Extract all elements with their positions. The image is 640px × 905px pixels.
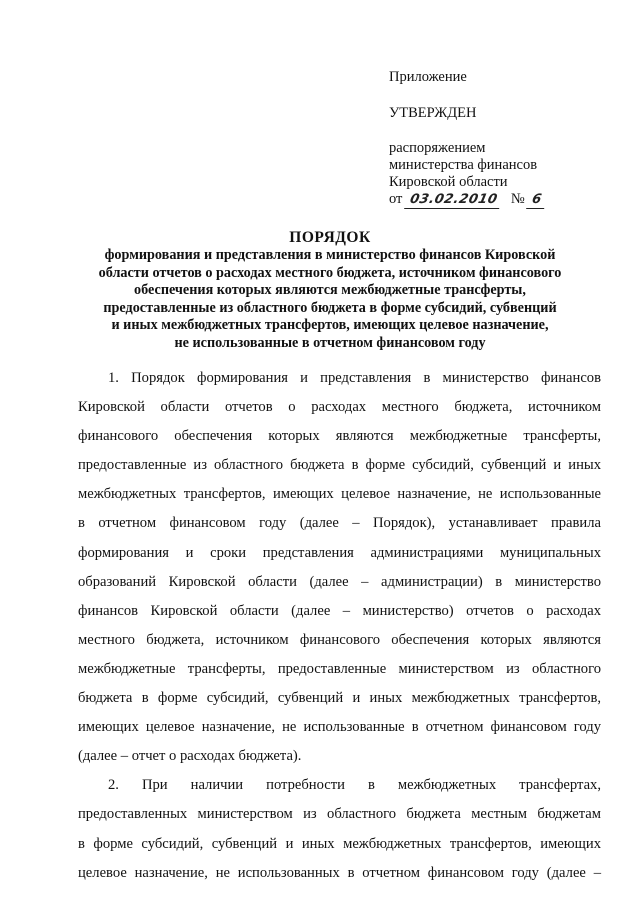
paragraph-2-line: целевое назначение, не использованных в отчетном финансовом году (далее – [78, 864, 601, 881]
date-prefix: от [389, 191, 403, 207]
paragraph-1-line: в отчетном финансовом году (далее – Порядок), устанавливает правила [78, 515, 601, 532]
order-line-2: министерства финансов [389, 157, 538, 173]
order-date-line [389, 191, 546, 209]
paragraph-1-line: местного бюджета, источником финансового обеспечения которых являются [78, 631, 601, 648]
paragraph-1-line: формирования и сроки представления администрациями муниципальных [78, 544, 601, 561]
paragraph-2-line: предоставленных министерством из областного бюджета местным бюджетам [78, 806, 601, 823]
paragraph-1-line: имеющих целевое назначение, не использованные в отчетном финансовом году [78, 719, 601, 736]
handwritten-number: 6 [526, 191, 547, 209]
handwritten-date: 03.02.2010 [404, 191, 503, 209]
heading-line: формирования и представления в министерство финансов Кировской [104, 247, 556, 263]
heading-line: обеспечения которых являются межбюджетные трансферты, [134, 282, 526, 299]
paragraph-1-line: финансового обеспечения которых являются межбюджетные трансферты, [78, 428, 601, 445]
number-prefix: № [510, 191, 525, 207]
heading-line: не использованные в отчетном финансовом году [174, 334, 486, 351]
paragraph-1-line: 1. Порядок формирования и представления в министерство финансов [108, 370, 601, 386]
document-body [78, 364, 601, 888]
paragraph-1-line: (далее – отчет о расходах бюджета). [78, 748, 302, 765]
top-edge-artifact [60, 0, 600, 2]
document-title: ПОРЯДОК [289, 229, 371, 246]
heading-line: и иных межбюджетных трансфертов, имеющих целевое назначение, [111, 317, 549, 334]
order-line-1: распоряжением [389, 140, 486, 156]
approved-label: УТВЕРЖДЕН [389, 105, 477, 121]
heading-line: области отчетов о расходах местного бюджета, источником финансового [98, 264, 562, 281]
heading-line: предоставленные из областного бюджета в форме субсидий, субвенций [103, 299, 557, 316]
paragraph-1-line: Кировской области отчетов о расходах местного бюджета, источником [78, 399, 601, 416]
paragraph-1-line: межбюджетные трансферты, предоставленные министерством из областного [78, 660, 601, 677]
order-line-3: Кировской области [389, 174, 508, 190]
paragraph-2-line: в форме субсидий, субвенций и иных межбюджетных трансфертов, имеющих [78, 835, 601, 852]
paragraph-1-line: межбюджетных трансфертов, имеющих целевое назначение, не использованные [78, 486, 601, 503]
paragraph-1-line: образований Кировской области (далее – администрации) в министерство [78, 573, 601, 590]
paragraph-2-line: 2. При наличии потребности в межбюджетных трансфертах, [108, 777, 601, 794]
paragraph-1-line: предоставленные из областного бюджета в форме субсидий, субвенций и иных [78, 457, 601, 474]
appendix-label: Приложение [389, 69, 467, 85]
paragraph-1-line: финансов Кировской области (далее – министерство) отчетов о расходах [78, 602, 601, 619]
paragraph-1-line: бюджета в форме субсидий, субвенций и иных межбюджетных трансфертов, [78, 690, 601, 707]
document-heading [60, 228, 600, 353]
